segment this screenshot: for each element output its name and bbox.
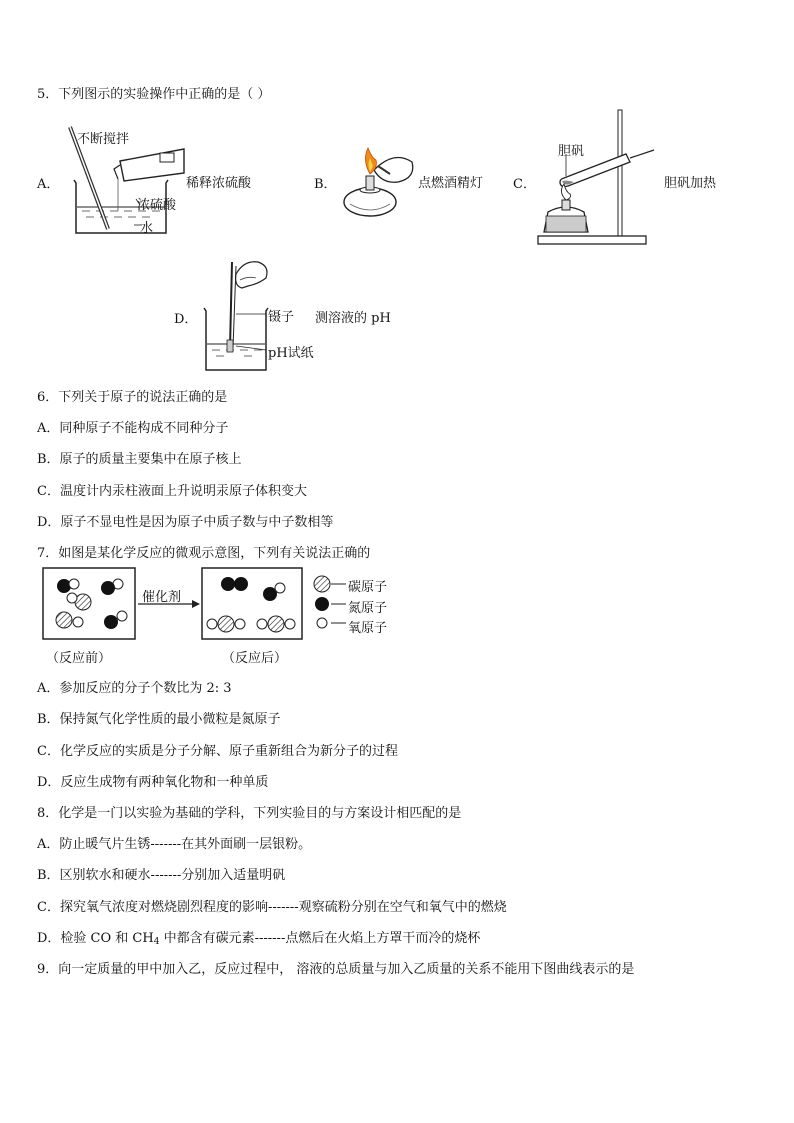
q7-option-b: B．保持氮气化学性质的最小微粒是氮原子 bbox=[37, 712, 281, 727]
label-water: 水 bbox=[140, 221, 154, 236]
legend-nitrogen: 氮原子 bbox=[348, 601, 388, 616]
q8-option-a: A．防止暖气片生锈-------在其外面刷一层银粉。 bbox=[37, 837, 312, 852]
label-light-lamp: 点燃酒精灯 bbox=[418, 176, 484, 191]
q7-option-d: D．反应生成物有两种氧化物和一种单质 bbox=[37, 775, 269, 790]
label-tweezers: 镊子 bbox=[268, 310, 295, 325]
label-after: （反应后） bbox=[222, 651, 288, 666]
q6-option-b: B．原子的质量主要集中在原子核上 bbox=[37, 452, 242, 467]
question-8-stem: 8．化学是一门以实验为基础的学科，下列实验目的与方案设计相匹配的是 bbox=[37, 806, 462, 821]
q8-option-b: B．区别软水和硬水-------分别加入适量明矾 bbox=[37, 868, 286, 883]
question-5-stem: 5．下列图示的实验操作中正确的是（ ） bbox=[37, 87, 271, 102]
legend-carbon: 碳原子 bbox=[348, 580, 388, 595]
heating-blue-vitriol-figure bbox=[534, 108, 664, 248]
q5-option-a-letter: A． bbox=[37, 177, 60, 192]
question-7-stem: 7．如图是某化学反应的微观示意图，下列有关说法正确的 bbox=[37, 546, 371, 561]
label-conc-acid: 浓硫酸 bbox=[137, 198, 177, 213]
label-heat-vitriol: 胆矾加热 bbox=[664, 176, 717, 191]
q8-option-d-prefix: D．检验 CO 和 CH bbox=[37, 931, 154, 946]
label-ph-paper: pH试纸 bbox=[268, 346, 314, 361]
q8-option-d-subscript: 4 bbox=[153, 937, 160, 947]
q8-option-d bbox=[37, 927, 480, 947]
ph-test-figure bbox=[196, 256, 276, 374]
question-9-stem: 9．向一定质量的甲中加入乙，反应过程中， 溶液的总质量与加入乙质量的关系不能用下图曲线表示的是 bbox=[37, 962, 635, 977]
label-dilute-acid: 稀释浓硫酸 bbox=[186, 176, 252, 191]
question-6-stem: 6．下列关于原子的说法正确的是 bbox=[37, 390, 228, 405]
q5-option-d-letter: D． bbox=[174, 312, 198, 327]
label-stirring: 不断搅拌 bbox=[77, 132, 130, 147]
legend-oxygen: 氧原子 bbox=[348, 621, 388, 636]
alcohol-lamp-figure bbox=[334, 130, 424, 220]
q8-option-d-suffix: 中都含有碳元素-------点燃后在火焰上方罩干而冷的烧杯 bbox=[159, 931, 481, 946]
label-catalyst: 催化剂 bbox=[142, 590, 182, 605]
q5-option-c-letter: C． bbox=[513, 177, 536, 192]
q6-option-d: D．原子不显电性是因为原子中质子数与中子数相等 bbox=[37, 515, 334, 530]
q5-option-b-letter: B． bbox=[314, 177, 337, 192]
q7-option-c: C．化学反应的实质是分子分解、原子重新组合为新分子的过程 bbox=[37, 744, 398, 759]
q6-option-a: A．同种原子不能构成不同种分子 bbox=[37, 421, 229, 436]
label-blue-vitriol: 胆矾 bbox=[558, 144, 585, 159]
label-before: （反应前） bbox=[46, 651, 112, 666]
label-measure-ph: 测溶液的 pH bbox=[315, 311, 391, 326]
q8-option-c: C．探究氧气浓度对燃烧剧烈程度的影响-------观察硫粉分别在空气和氧气中的燃烧 bbox=[37, 900, 507, 915]
q6-option-c: C．温度计内汞柱液面上升说明汞原子体积变大 bbox=[37, 484, 307, 499]
q7-option-a: A．参加反应的分子个数比为 2: 3 bbox=[37, 681, 232, 696]
